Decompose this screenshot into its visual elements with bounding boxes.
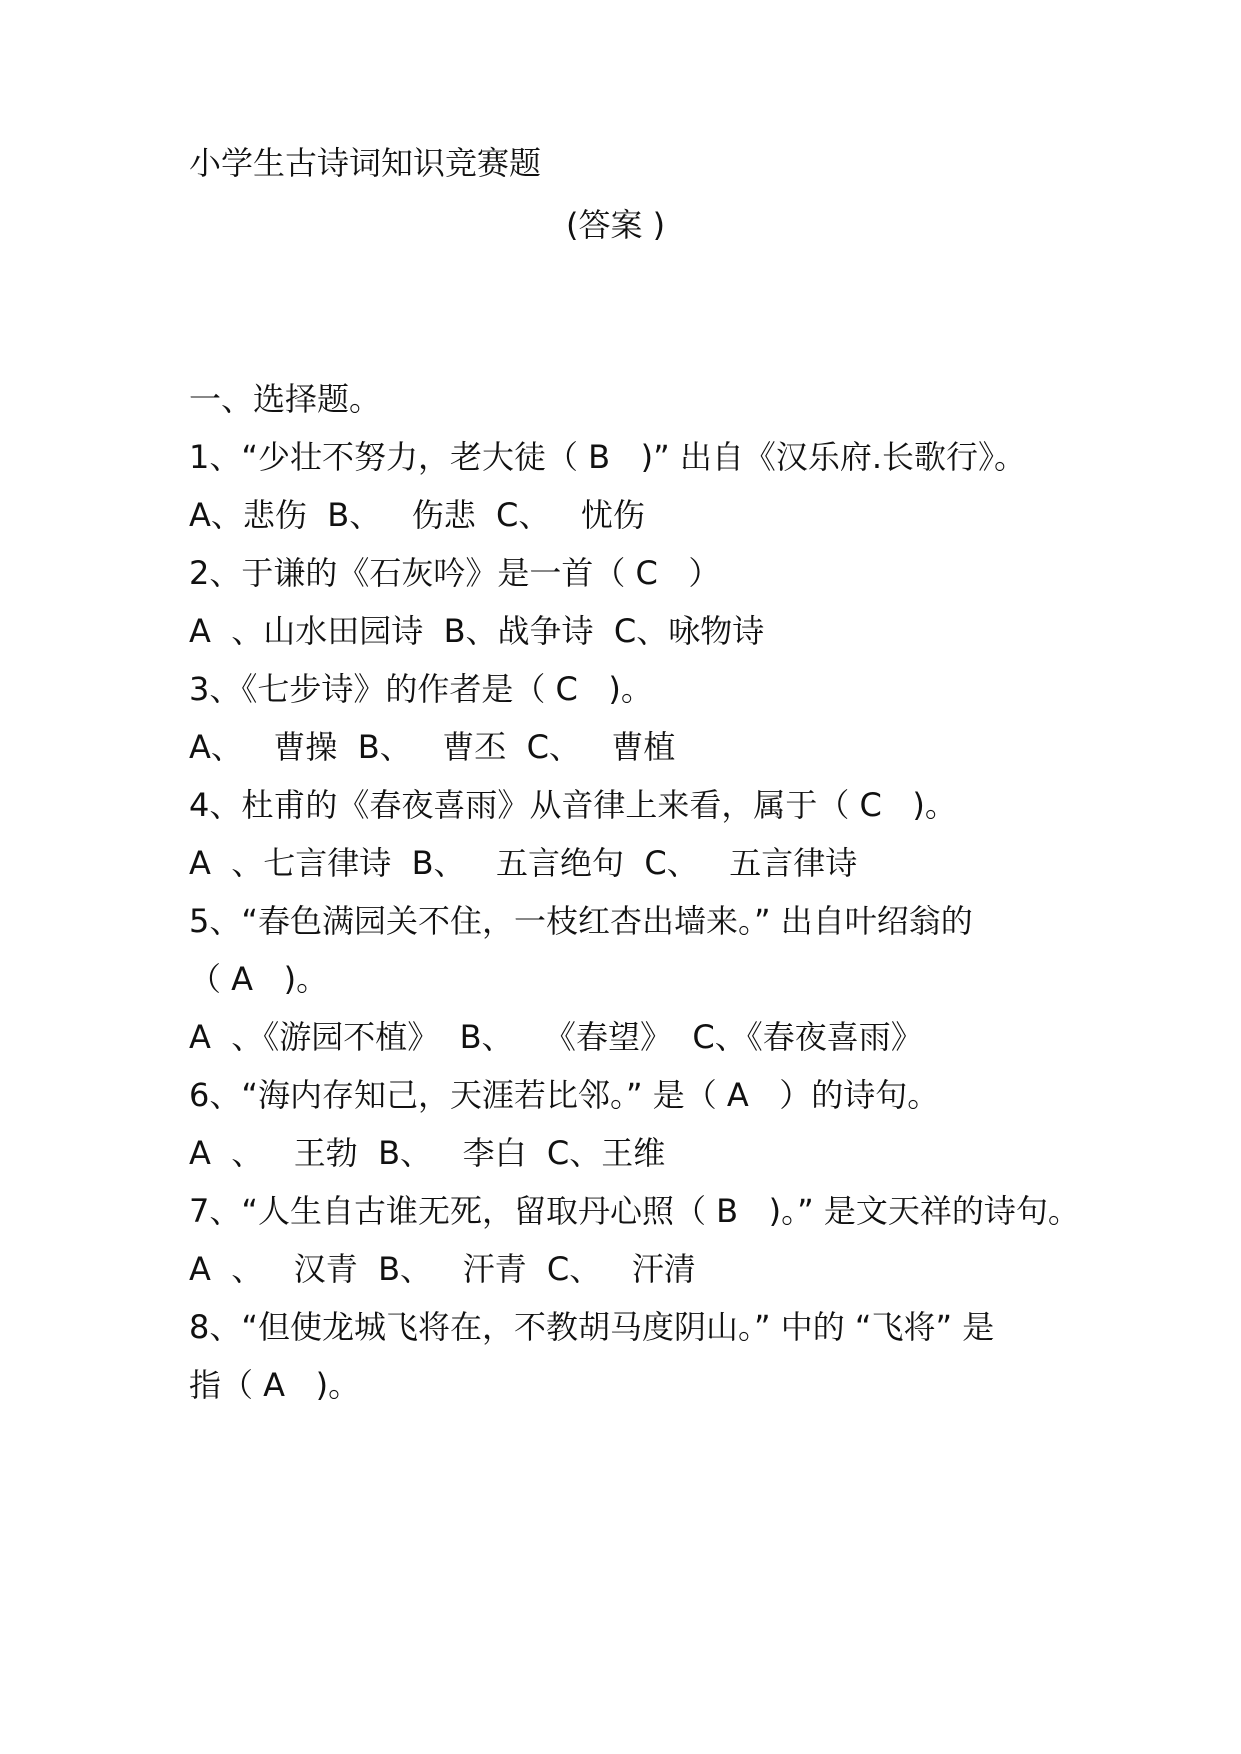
document-title: 小学生古诗词知识竞赛题 bbox=[189, 144, 542, 182]
question-2: 2、于谦的《石灰吟》是一首（ C ） bbox=[189, 554, 721, 592]
document-subtitle: (答案 ) bbox=[566, 206, 666, 244]
section-heading: 一、选择题。 bbox=[189, 380, 382, 418]
options-2: A 、山水田园诗 B、战争诗 C、咏物诗 bbox=[189, 612, 765, 650]
question-5-continued: （ A )。 bbox=[189, 960, 329, 998]
question-7: 7、“人生自古谁无死，留取丹心照（ B )。” 是文天祥的诗句。 bbox=[189, 1192, 1080, 1230]
options-5: A 、《游园不植》 B、 《春望》 C、《春夜喜雨》 bbox=[189, 1018, 923, 1056]
options-6: A 、 王勃 B、 李白 C、王维 bbox=[189, 1134, 666, 1172]
question-8: 8、“但使龙城飞将在，不教胡马度阴山。” 中的 “飞将” 是 bbox=[189, 1308, 995, 1346]
options-1: A、悲伤 B、 伤悲 C、 忧伤 bbox=[189, 496, 645, 534]
options-4: A 、七言律诗 B、 五言绝句 C、 五言律诗 bbox=[189, 844, 858, 882]
question-3: 3、《七步诗》的作者是（ C )。 bbox=[189, 670, 653, 708]
options-3: A、 曹操 B、 曹丕 C、 曹植 bbox=[189, 728, 676, 766]
question-6: 6、“海内存知己，天涯若比邻。” 是（ A ）的诗句。 bbox=[189, 1076, 940, 1114]
question-4: 4、杜甫的《春夜喜雨》从音律上来看，属于（ C )。 bbox=[189, 786, 957, 824]
question-1: 1、“少壮不努力，老大徒（ B )” 出自《汉乐府.长歌行》。 bbox=[189, 438, 1026, 476]
question-5: 5、“春色满园关不住，一枝红杏出墙来。” 出自叶绍翁的 bbox=[189, 902, 973, 940]
options-7: A 、 汉青 B、 汗青 C、 汗清 bbox=[189, 1250, 696, 1288]
question-8-continued: 指（ A )。 bbox=[189, 1366, 361, 1404]
